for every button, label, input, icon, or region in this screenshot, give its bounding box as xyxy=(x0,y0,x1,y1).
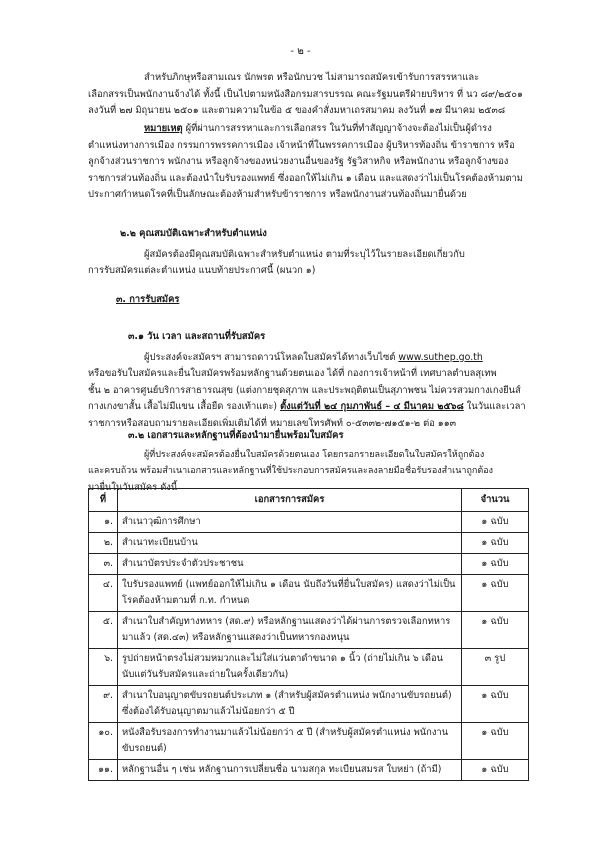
section-3-2-line: มายื่นในวันสมัคร ดังนี้ xyxy=(88,481,178,493)
section-3-2-heading: ๓.๒ เอกสารและหลักฐานที่ต้องนำมายื่นพร้อมใบสมัคร xyxy=(128,430,344,441)
section-3-1-contact-line: ราชการหรือสอบถามรายละเอียดเพิ่มเติมได้ที่ หมายเลขโทรศัพท์ ๐-๕๓๓๒-๗๑๕๑-๒ ต่อ ๑๑๓ xyxy=(88,417,457,429)
row-quantity: ๑ ฉบับ xyxy=(462,723,529,760)
header-quantity: จำนวน xyxy=(462,489,529,512)
application-date-range: ตั้งแต่วันที่ ๒๔ กุมภาพันธ์ – ๔ มีนาคม ๒๕๖๘ xyxy=(280,401,464,412)
section-2-2-line: การรับสมัครแต่ละตำแหน่ง แนบท้ายประกาศนี้ (ผนวก ๑) xyxy=(88,265,316,276)
row-no: ๙. xyxy=(89,686,118,723)
row-document: สำเนาวุฒิการศึกษา xyxy=(118,512,462,533)
row-document: สำเนาบัตรประจำตัวประชาชน xyxy=(118,554,462,575)
section-2-2-heading: ๒.๒ คุณสมบัติเฉพาะสำหรับตำแหน่ง xyxy=(120,228,267,239)
section-3-1-line: ชั้น ๒ อาคารศูนย์บริการสาธารณสุข (แต่งกายชุดสุภาพ และประพฤติตนเป็นสุภาพชน ไม่ควรสวมกางเกงยีนส์ xyxy=(88,384,521,396)
row-quantity: ๑ ฉบับ xyxy=(462,686,529,723)
row-no: ๑๐. xyxy=(89,723,118,760)
section-3-2-line: และครบถ้วน พร้อมสำเนาเอกสารและหลักฐานที่ใช้ประกอบการสมัครและลงลายมือชื่อรับรองสำเนาถูกต้อง xyxy=(88,466,494,476)
table-row xyxy=(89,723,529,760)
section-3-1-first-line: ผู้ประสงค์จะสมัครฯ สามารถดาวน์โหลดใบสมัครได้ทางเว็บไซต์ xyxy=(144,351,396,363)
row-no: ๕. xyxy=(89,612,118,649)
intro-paragraph xyxy=(88,70,530,120)
note-line: ลูกจ้างส่วนราชการ พนักงาน หรือลูกจ้างของหน่วยงานอื่นของรัฐ รัฐวิสาหกิจ หรือพนักงาน หรือลูกจ้างของ xyxy=(88,156,509,167)
website-link[interactable]: www.suthep.go.th xyxy=(398,351,483,363)
row-no: ๓. xyxy=(89,554,118,575)
note-label: หมายเหตุ xyxy=(144,123,183,134)
header-no: ที่ xyxy=(89,489,118,512)
section-2-2 xyxy=(88,226,530,280)
table-row xyxy=(89,512,529,533)
row-quantity: ๑ ฉบับ xyxy=(462,533,529,554)
row-quantity: ๑ ฉบับ xyxy=(462,575,529,612)
section-3 xyxy=(88,292,530,309)
section-2-2-line: ผู้สมัครต้องมีคุณสมบัติเฉพาะสำหรับตำแหน่ง ตามที่ระบุไว้ในรายละเอียดเกี่ยวกับ xyxy=(144,248,465,260)
table-row xyxy=(89,612,529,649)
header-document: เอกสารการสมัคร xyxy=(118,489,462,512)
row-no: ๑. xyxy=(89,512,118,533)
row-quantity: ๑ ฉบับ xyxy=(462,512,529,533)
documents-table xyxy=(88,488,529,781)
table-row xyxy=(89,575,529,612)
table-header-row xyxy=(89,489,529,512)
note-first-line: ผู้ที่ผ่านการสรรหาและการเลือกสรร ในวันที่ทำสัญญาจ้างจะต้องไม่เป็นผู้ดำรง xyxy=(185,123,492,134)
note-line: ตำแหน่งทางการเมือง กรรมการพรรคการเมือง เจ้าหน้าที่ในพรรคการเมือง ผู้บริหารท้องถิ่น ข้าราชการ หรือ xyxy=(88,139,515,151)
section-3-2 xyxy=(88,428,530,496)
intro-line: สำหรับภิกษุหรือสามเณร นักพรต หรือนักบวช ไม่สามารถสมัครเข้ารับการสรรหาและ xyxy=(144,72,480,83)
page-number: - ๒ - xyxy=(290,46,311,57)
table-row xyxy=(89,554,529,575)
row-document: รูปถ่ายหน้าตรงไม่สวมหมวกและไม่ใส่แว่นตาดำขนาด ๑ นิ้ว (ถ่ายไม่เกิน ๖ เดือน นับแต่วันรับสมัครและถ่ายในครั้งเดียวกัน) xyxy=(118,649,462,686)
row-document: สำเนาทะเบียนบ้าน xyxy=(118,533,462,554)
row-document: สำเนาใบสำคัญทางทหาร (สด.๙) หรือหลักฐานแสดงว่าได้ผ่านการตรวจเลือกทหารมาแล้ว (สด.๔๓) หรือหลักฐานแสดงว่าเป็นทหารกองหนุน xyxy=(118,612,462,649)
section-3-1-heading: ๓.๑ วัน เวลา และสถานที่รับสมัคร xyxy=(128,331,266,342)
table-row xyxy=(89,533,529,554)
row-document: สำเนาใบอนุญาตขับรถยนต์ประเภท ๑ (สำหรับผู้สมัครตำแหน่ง พนักงานขับรถยนต์) ซึ่งต้องได้รับอนุญาตมาแล้วไม่น้อยกว่า ๕ ปี xyxy=(118,686,462,723)
intro-line: เลือกสรรเป็นพนักงานจ้างได้ ทั้งนี้ เป็นไปตามหนังสือกรมสารบรรณ คณะรัฐมนตรีฝ่ายบริหาร ที่ นว ๘๙/๒๕๐๑ xyxy=(88,88,523,100)
section-3-1 xyxy=(88,329,530,432)
row-quantity: ๑ ฉบับ xyxy=(462,760,529,781)
row-document: ใบรับรองแพทย์ (แพทย์ออกให้ไม่เกิน ๑ เดือน นับถึงวันที่ยื่นใบสมัคร) แสดงว่าไม่เป็นโรคต้องห้ามตามที่ ก.ท. กำหนด xyxy=(118,575,462,612)
section-3-heading: ๓. การรับสมัคร xyxy=(116,294,180,305)
row-quantity: ๓ รูป xyxy=(462,649,529,686)
section-3-1-line: กางเกงขาสั้น เสื้อไม่มีแขน เสื้อยืด รองเท้าแตะ) xyxy=(88,401,278,412)
row-no: ๒. xyxy=(89,533,118,554)
note-paragraph xyxy=(88,121,530,204)
section-3-2-line: ผู้ที่ประสงค์จะสมัครต้องยื่นใบสมัครด้วยตนเอง โดยกรอกรายละเอียดในใบสมัครให้ถูกต้อง xyxy=(144,449,485,460)
section-3-1-line: หรือขอรับใบสมัครและยื่นใบสมัครพร้อมหลักฐานด้วยตนเอง ได้ที่ กองการเจ้าหน้าที่ เทศบาลตำบลสุเทพ xyxy=(88,368,497,379)
row-document: หนังสือรับรองการทำงานมาแล้วไม่น้อยกว่า ๕ ปี (สำหรับผู้สมัครตำแหน่ง พนักงานขับรถยนต์) xyxy=(118,723,462,760)
row-document: หลักฐานอื่น ๆ เช่น หลักฐานการเปลี่ยนชื่อ นามสกุล ทะเบียนสมรส ใบหย่า (ถ้ามี) xyxy=(118,760,462,781)
row-quantity: ๑ ฉบับ xyxy=(462,612,529,649)
intro-line: ลงวันที่ ๒๗ มิถุนายน ๒๕๐๑ และตามความในข้อ ๕ ของคำสั่งมหาเถรสมาคม ลงวันที่ ๑๗ มีนาคม ๒๕๓๘ xyxy=(88,105,506,116)
table-row xyxy=(89,760,529,781)
section-3-1-after-dates: ในวันและเวลา xyxy=(466,401,526,412)
note-line: ราชการส่วนท้องถิ่น และต้องนำใบรับรองแพทย์ ซึ่งออกให้ไม่เกิน ๑ เดือน และแสดงว่าไม่เป็นโรคต้องห้ามตาม xyxy=(88,172,523,184)
row-no: ๖. xyxy=(89,649,118,686)
table-row xyxy=(89,686,529,723)
row-no: ๑๑. xyxy=(89,760,118,781)
note-line: ประกาศกำหนดโรคที่เป็นลักษณะต้องห้ามสำหรับข้าราชการ หรือพนักงานส่วนท้องถิ่นมายื่นด้วย xyxy=(88,189,467,200)
row-no: ๔. xyxy=(89,575,118,612)
table-row xyxy=(89,649,529,686)
row-quantity: ๑ ฉบับ xyxy=(462,554,529,575)
